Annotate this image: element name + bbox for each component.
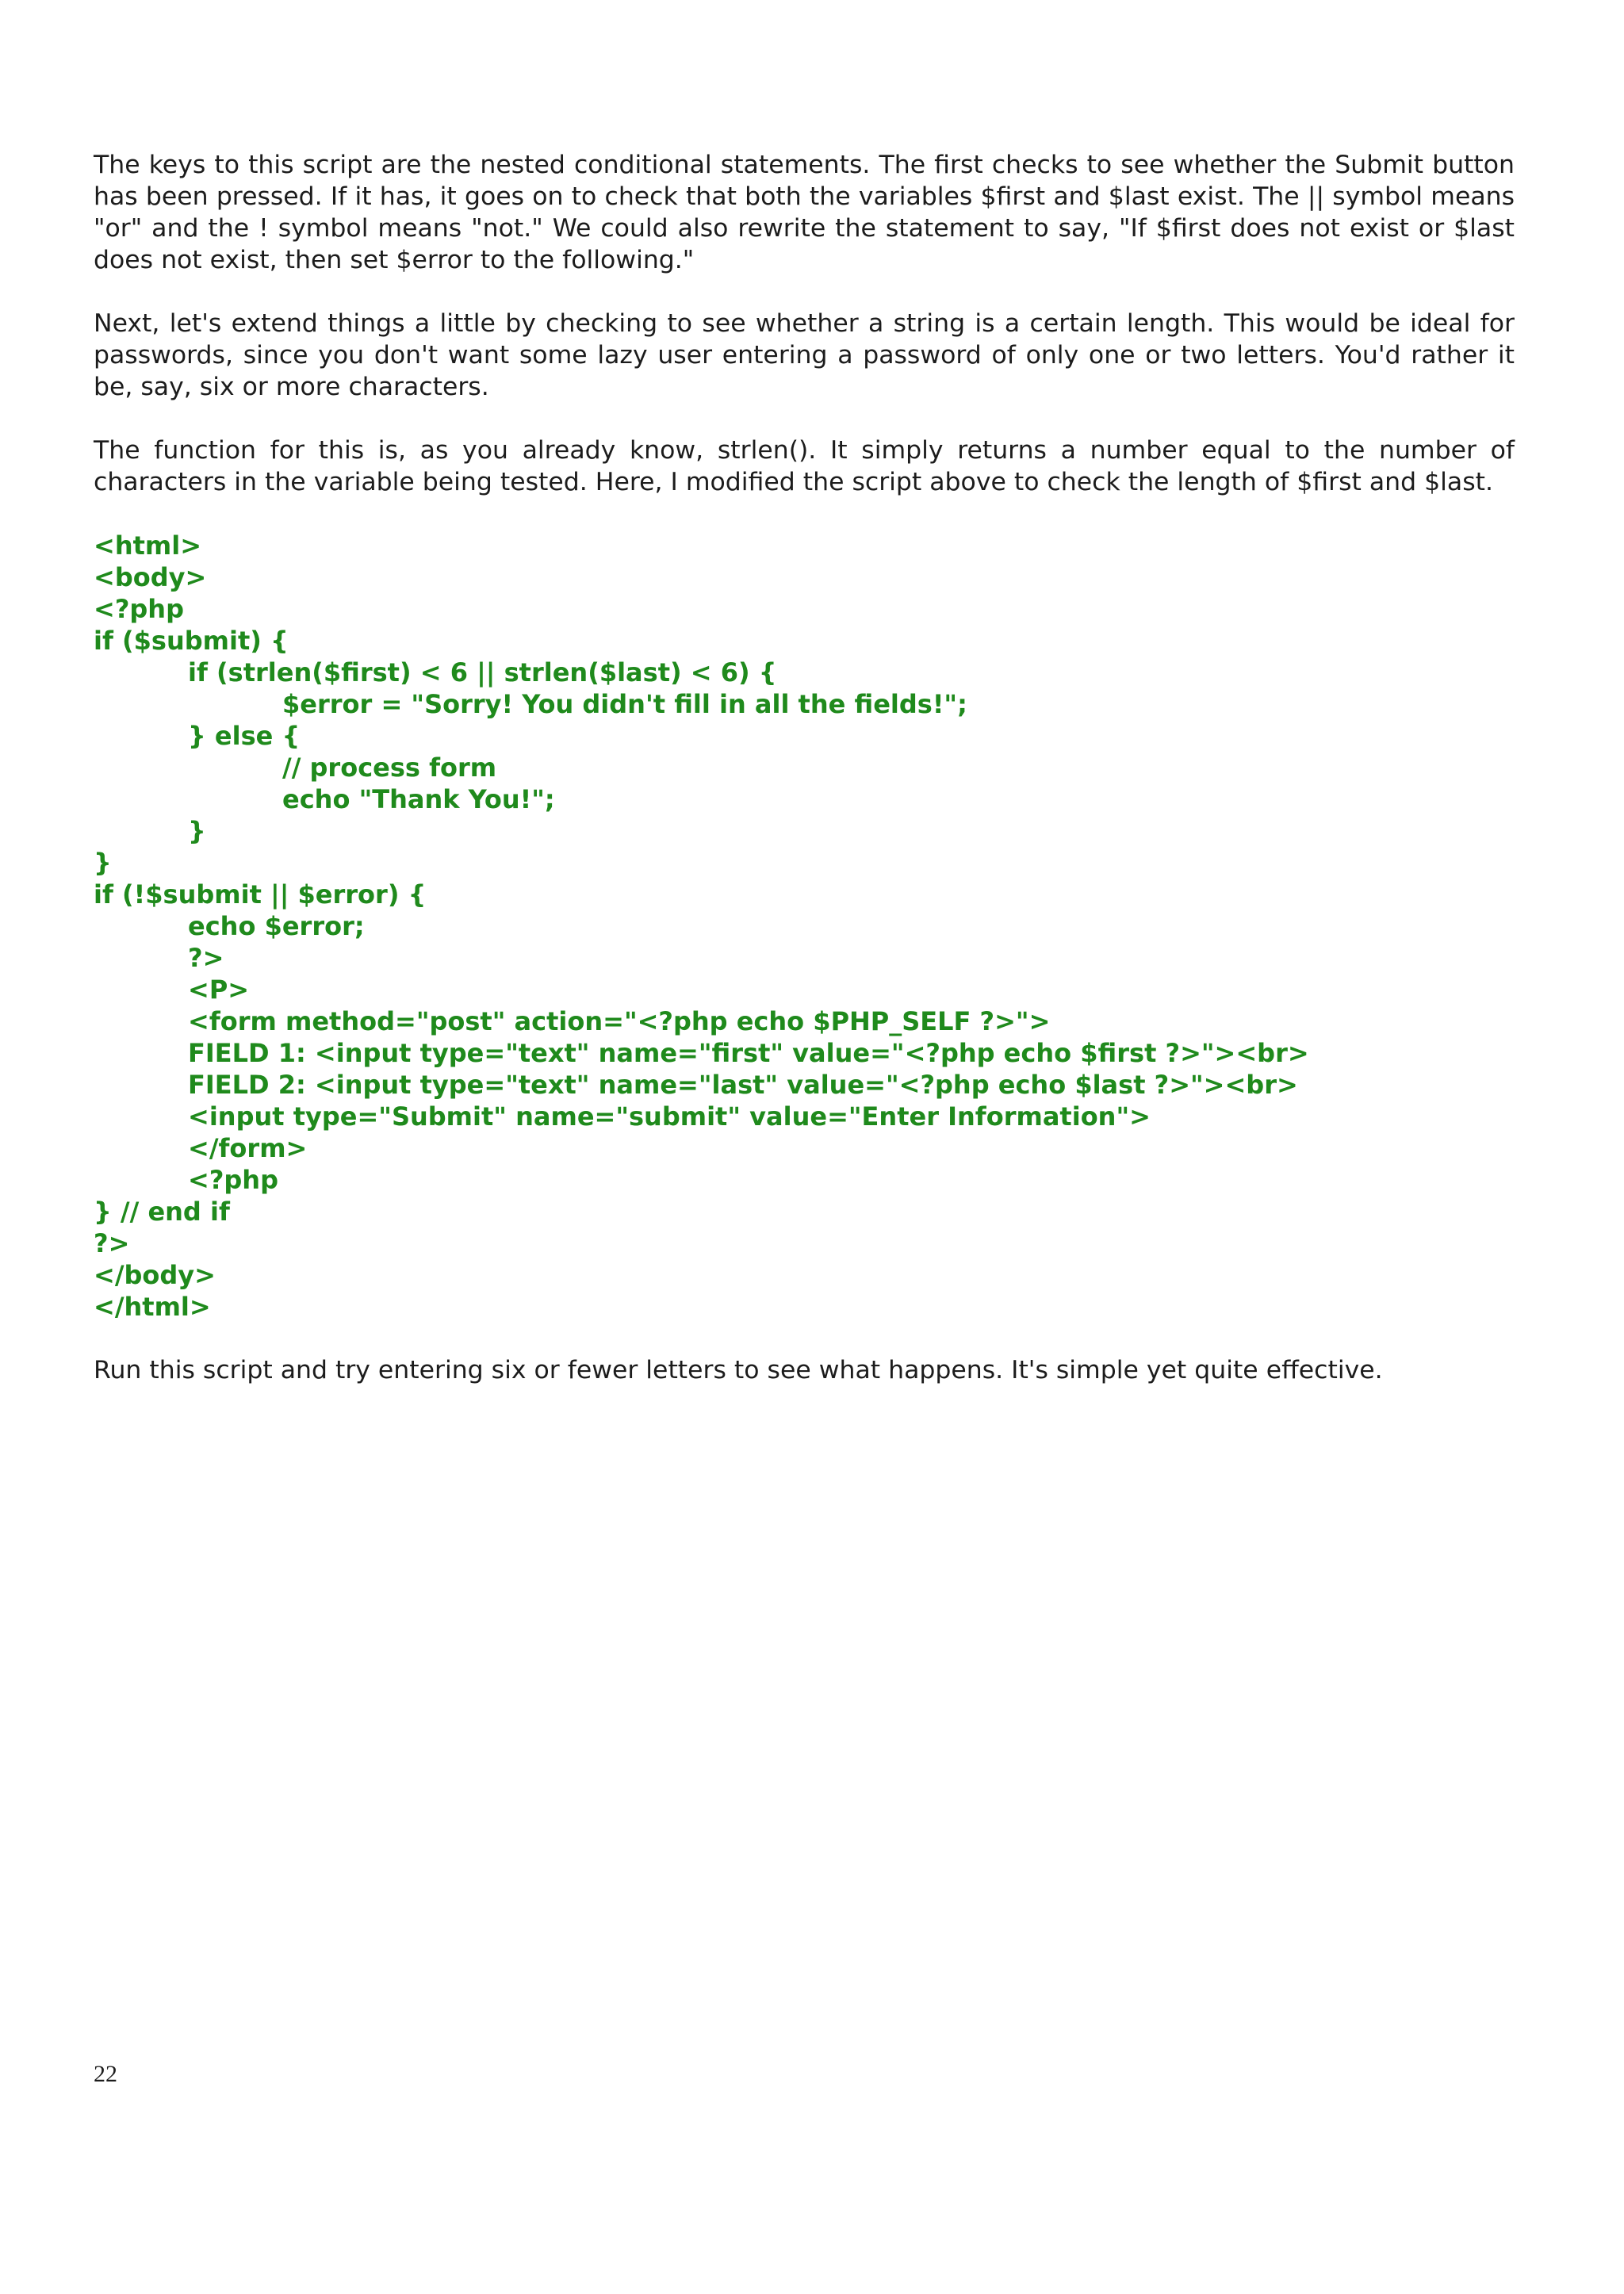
code-line: }: [188, 816, 206, 846]
code-line: <form method="post" action="<?php echo $PHP_SELF ?>">: [188, 1006, 1051, 1036]
code-line: <?php: [94, 594, 184, 624]
paragraph-strlen: The function for this is, as you already know, strlen(). It simply returns a number equal to the number of characters in the variable being tested. Here, I modified the script above to check the length of $first and $last.: [94, 436, 1515, 496]
code-line: } // end if: [94, 1197, 230, 1227]
paragraph-closing: Run this script and try entering six or fewer letters to see what happens. It's simple yet quite effective.: [94, 1356, 1383, 1384]
paragraph-intro: The keys to this script are the nested conditional statements. The first checks to see whether the Submit button has been pressed. If it has, it goes on to check that both the variables $first and $last exist. The || symbol means "or" and the ! symbol means "not." We could also rewrite the statement to say, "If $first does not exist or $last does not exist, then set $error to the following.": [94, 151, 1515, 274]
page-number: 22: [94, 2061, 117, 2087]
code-line: ?>: [188, 943, 224, 973]
code-listing: [94, 530, 1515, 1323]
code-line: if (strlen($first) < 6 || strlen($last) < 6) {: [188, 657, 777, 687]
code-line: echo "Thank You!";: [282, 784, 555, 814]
code-line: // process form: [282, 753, 497, 783]
code-line: } else {: [188, 721, 301, 751]
code-line: <html>: [94, 530, 202, 561]
code-line: <body>: [94, 562, 207, 592]
code-line: </body>: [94, 1260, 216, 1290]
code-line: <P>: [188, 975, 250, 1005]
document-page: [94, 149, 1515, 1386]
code-line: $error = "Sorry! You didn't fill in all the fields!";: [282, 689, 967, 719]
code-line: FIELD 2: <input type="text" name="last" value="<?php echo $last ?>"><br>: [188, 1070, 1298, 1100]
paragraph-length-check: Next, let's extend things a little by checking to see whether a string is a certain length. This would be ideal for passwords, since you don't want some lazy user entering a password of only one or two letters. You'd rather it be, say, six or more characters.: [94, 309, 1515, 401]
code-line: </html>: [94, 1292, 211, 1322]
code-line: <input type="Submit" name="submit" value="Enter Information">: [188, 1101, 1151, 1132]
code-line: <?php: [188, 1165, 278, 1195]
code-line: ?>: [94, 1228, 130, 1258]
code-line: FIELD 1: <input type="text" name="first" value="<?php echo $first ?>"><br>: [188, 1038, 1309, 1068]
code-line: if (!$submit || $error) {: [94, 879, 427, 910]
code-line: echo $error;: [188, 911, 365, 941]
code-line: </form>: [188, 1133, 308, 1163]
code-line: if ($submit) {: [94, 626, 289, 656]
code-line: }: [94, 848, 112, 878]
